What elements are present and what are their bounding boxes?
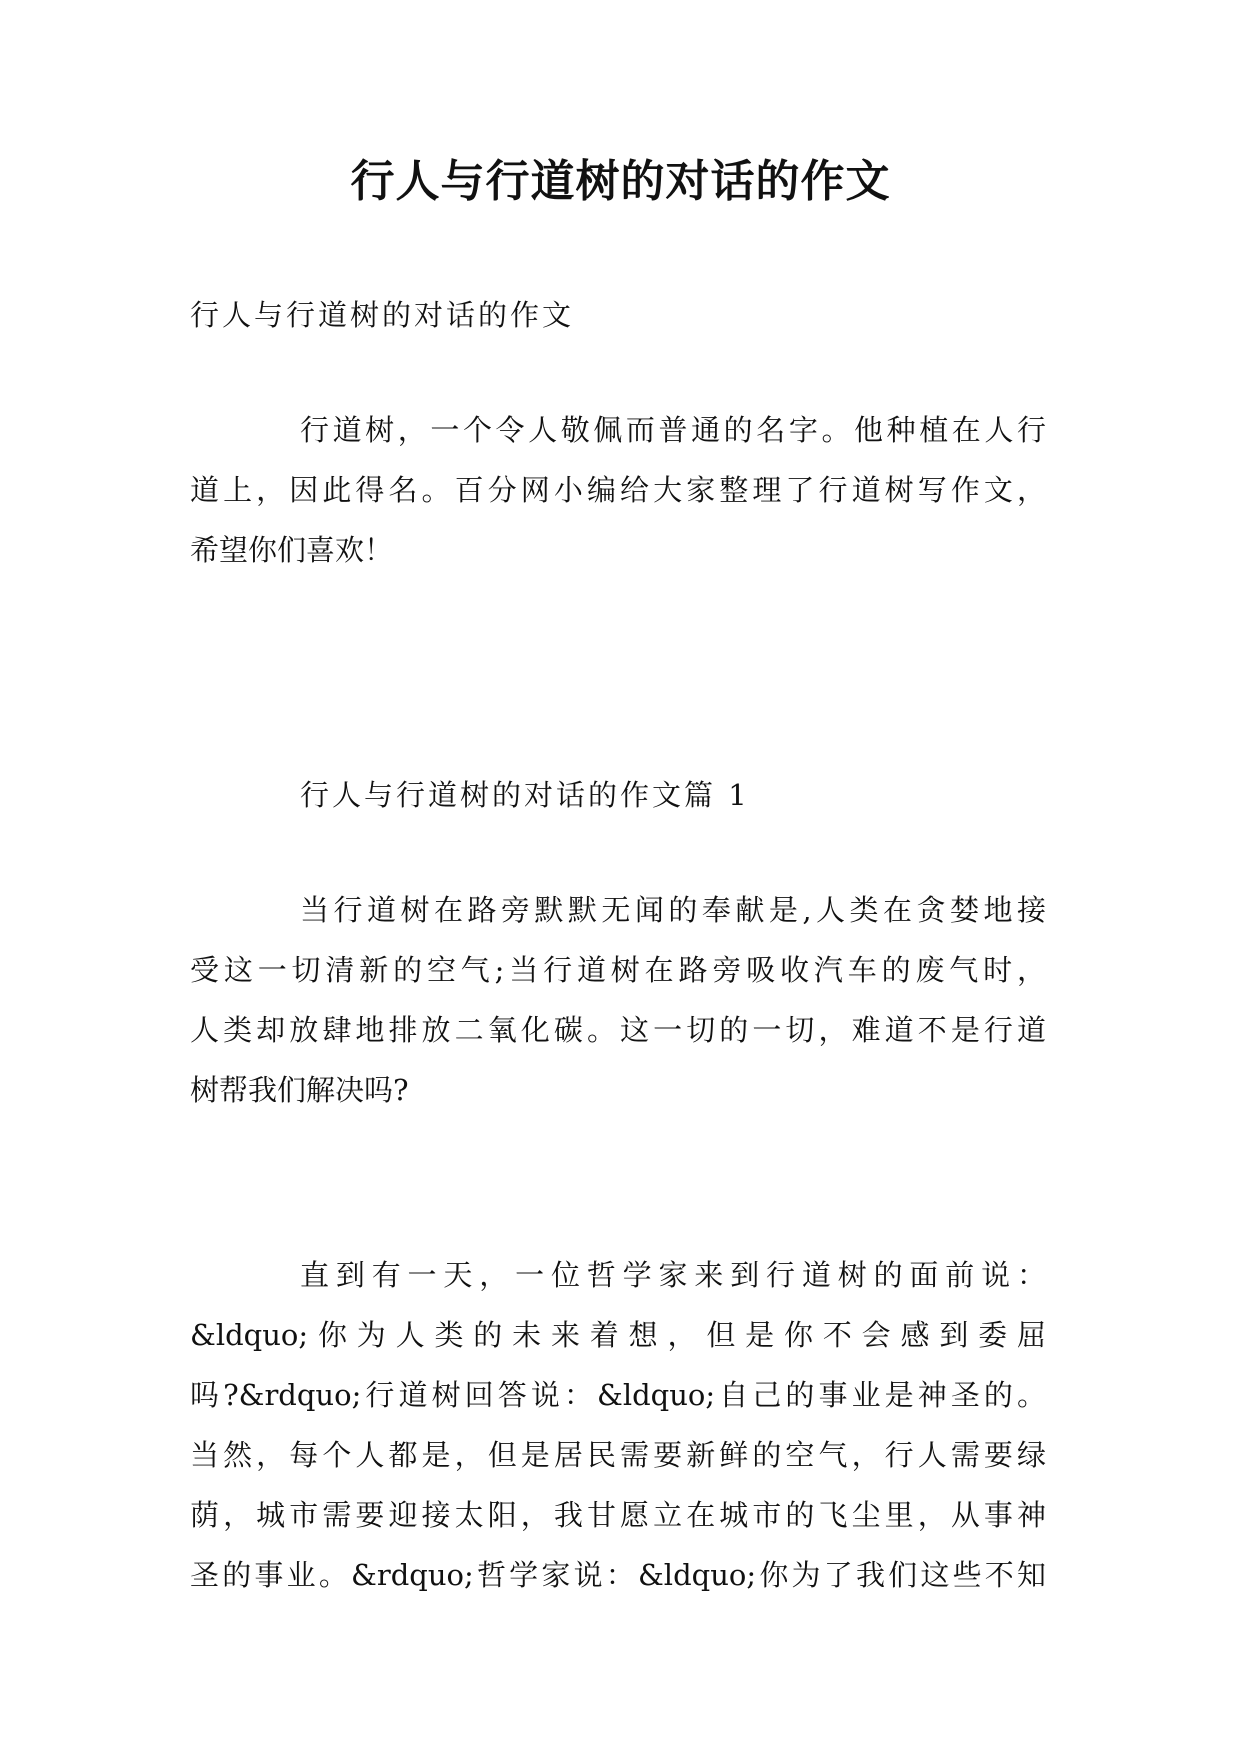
para1-line-2: 受这一切清新的空气;当行道树在路旁吸收汽车的废气时， <box>190 953 1046 987</box>
intro-line-1: 行道树，一个令人敬佩而普通的名字。他种植在人行 <box>300 413 1046 447</box>
para2-line-3: 吗?&rdquo;行道树回答说：&ldquo;自己的事业是神圣的。 <box>190 1378 1046 1412</box>
para1-line-3: 人类却放肆地排放二氧化碳。这一切的一切，难道不是行道 <box>190 1013 1046 1047</box>
para1-line-4: 树帮我们解决吗? <box>190 1073 409 1107</box>
intro-line-2: 道上，因此得名。百分网小编给大家整理了行道树写作文， <box>190 473 1046 507</box>
document-subtitle: 行人与行道树的对话的作文 <box>190 298 575 332</box>
para2-line-6: 圣的事业。&rdquo;哲学家说：&ldquo;你为了我们这些不知 <box>190 1558 1046 1592</box>
intro-paragraph <box>190 400 1046 580</box>
para2-line-1: 直到有一天，一位哲学家来到行道树的面前说： <box>300 1258 1046 1292</box>
para2-line-4: 当然，每个人都是，但是居民需要新鲜的空气，行人需要绿 <box>190 1438 1046 1472</box>
para2-line-5: 荫，城市需要迎接太阳，我甘愿立在城市的飞尘里，从事神 <box>190 1498 1046 1532</box>
para1-line-1: 当行道树在路旁默默无闻的奉献是,人类在贪婪地接 <box>300 893 1046 927</box>
section-heading: 行人与行道树的对话的作文篇 1 <box>300 778 750 812</box>
paragraph-2 <box>190 1245 1046 1605</box>
paragraph-1 <box>190 880 1046 1120</box>
intro-line-3: 希望你们喜欢！ <box>190 533 394 567</box>
document-title: 行人与行道树的对话的作文 <box>350 156 891 207</box>
para2-line-2: &ldquo;你为人类的未来着想，但是你不会感到委屈 <box>190 1318 1046 1352</box>
